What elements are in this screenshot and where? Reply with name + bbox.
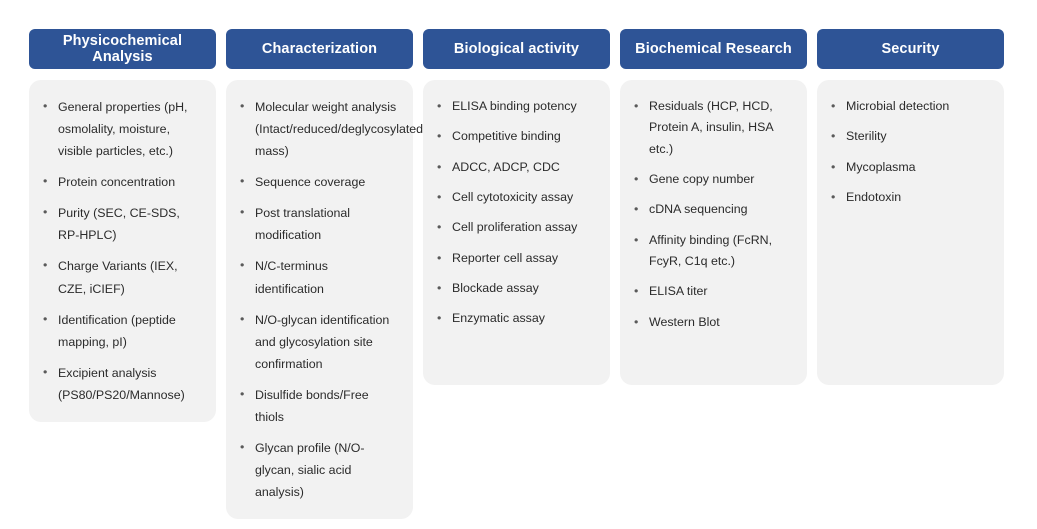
column-header-biochemical-research: Biochemical Research: [620, 29, 807, 69]
list-item: [41, 171, 202, 193]
bullet-icon: •: [634, 314, 639, 329]
list-item: [632, 169, 793, 190]
bullet-icon: •: [437, 250, 442, 265]
column-biochemical-research: [620, 29, 807, 385]
bullet-icon: •: [240, 205, 245, 220]
list-item-label: Microbial detection: [846, 99, 950, 113]
list-item: [632, 312, 793, 333]
bullet-icon: •: [240, 174, 245, 189]
list-item: [435, 217, 596, 238]
list-item-label: Glycan profile (N/O-glycan, sialic acid analysis): [255, 441, 365, 500]
list-item: [238, 96, 424, 162]
bullet-icon: •: [43, 311, 48, 326]
bullet-icon: •: [634, 202, 639, 217]
bullet-icon: •: [240, 99, 245, 113]
column-body-physicochemical-analysis: [29, 80, 216, 422]
bullet-icon: •: [634, 99, 639, 113]
list-item: [632, 230, 793, 273]
list-item-label: Sterility: [846, 129, 887, 144]
list-item-label: ADCC, ADCP, CDC: [452, 159, 560, 174]
bullet-icon: •: [240, 440, 245, 455]
bullet-icon: •: [437, 99, 442, 113]
list-item-label: ELISA binding potency: [452, 99, 577, 113]
column-body-biochemical-research: [620, 80, 807, 385]
column-header-characterization: Characterization: [226, 29, 413, 69]
list-item: [435, 187, 596, 208]
list-item-label: General properties (pH, osmolality, moisture, visible particles, etc.): [58, 100, 188, 159]
list-item-label: Purity (SEC, CE-SDS, RP-HPLC): [58, 206, 180, 243]
list-item: [238, 255, 399, 299]
bullet-icon: •: [240, 386, 245, 401]
list-item-label: ELISA titer: [649, 284, 708, 299]
bullet-icon: •: [831, 159, 836, 174]
bullet-icon: •: [240, 258, 245, 273]
list-item: [435, 96, 596, 117]
list-item: [41, 255, 202, 299]
list-item: [632, 96, 793, 160]
list-item-label: Affinity binding (FcRN, FcyR, C1q etc.): [649, 232, 773, 268]
bullet-icon: •: [437, 220, 442, 235]
bullet-icon: •: [634, 284, 639, 299]
list-item-label: Western Blot: [649, 314, 720, 329]
list-item: [41, 202, 202, 246]
list-item-label: Reporter cell assay: [452, 250, 559, 265]
list-item: [41, 362, 202, 406]
bullet-icon: •: [43, 99, 48, 113]
list-item-label: Residuals (HCP, HCD, Protein A, insulin, HSA etc.): [649, 99, 773, 156]
bullet-icon: •: [437, 280, 442, 295]
bullet-icon: •: [43, 364, 48, 379]
list-item-label: Cell proliferation assay: [452, 220, 578, 235]
list-item-label: Cell cytotoxicity assay: [452, 189, 574, 204]
column-security: [817, 29, 1004, 385]
bullet-icon: •: [43, 258, 48, 273]
list-item-label: Excipient analysis (PS80/PS20/Mannose): [58, 365, 185, 402]
list-item: [238, 437, 399, 503]
column-characterization: [226, 29, 424, 519]
list-item-label: Disulfide bonds/Free thiols: [255, 387, 369, 424]
list-item: [435, 278, 596, 299]
column-physicochemical-analysis: [29, 29, 216, 422]
list-item: [829, 187, 990, 208]
item-list-characterization: [238, 96, 424, 503]
list-item: [632, 281, 793, 302]
list-item: [829, 126, 990, 147]
column-header-physicochemical-analysis: Physicochemical Analysis: [29, 29, 216, 69]
column-biological-activity: [423, 29, 610, 385]
item-list-biological-activity: [435, 96, 596, 330]
bullet-icon: •: [437, 311, 442, 326]
list-item-label: Molecular weight analysis (Intact/reduced/deglycosylated mass): [255, 100, 424, 159]
list-item-label: cDNA sequencing: [649, 202, 748, 217]
bullet-icon: •: [634, 171, 639, 186]
category-columns: [29, 29, 1004, 519]
list-item: [238, 202, 399, 246]
column-body-characterization: [226, 80, 424, 519]
column-header-biological-activity: Biological activity: [423, 29, 610, 69]
list-item: [435, 248, 596, 269]
item-list-physicochemical-analysis: [41, 96, 202, 406]
list-item-label: Post translational modification: [255, 206, 351, 243]
list-item-label: N/O-glycan identification and glycosylation site confirmation: [255, 312, 390, 371]
list-item-label: N/C-terminus identification: [255, 259, 328, 296]
list-item-label: Identification (peptide mapping, pI): [58, 312, 176, 349]
column-body-biological-activity: [423, 80, 610, 385]
list-item: [41, 96, 202, 162]
column-header-security: Security: [817, 29, 1004, 69]
list-item-label: Mycoplasma: [846, 159, 916, 174]
list-item-label: Gene copy number: [649, 171, 755, 186]
list-item: [435, 157, 596, 178]
bullet-icon: •: [43, 205, 48, 220]
bullet-icon: •: [437, 189, 442, 204]
bullet-icon: •: [831, 129, 836, 144]
column-body-security: [817, 80, 1004, 385]
list-item-label: Protein concentration: [58, 175, 176, 190]
bullet-icon: •: [437, 159, 442, 174]
list-item-label: Blockade assay: [452, 280, 539, 295]
bullet-icon: •: [831, 99, 836, 113]
list-item-label: Endotoxin: [846, 189, 902, 204]
bullet-icon: •: [437, 129, 442, 144]
list-item-label: Competitive binding: [452, 129, 561, 144]
list-item: [238, 384, 399, 428]
list-item: [632, 199, 793, 220]
bullet-icon: •: [43, 174, 48, 189]
list-item: [829, 96, 990, 117]
list-item: [435, 308, 596, 329]
item-list-biochemical-research: [632, 96, 793, 333]
list-item: [238, 309, 399, 375]
item-list-security: [829, 96, 990, 208]
list-item-label: Sequence coverage: [255, 175, 366, 190]
bullet-icon: •: [240, 311, 245, 326]
list-item-label: Enzymatic assay: [452, 311, 545, 326]
list-item: [829, 157, 990, 178]
bullet-icon: •: [634, 232, 639, 247]
bullet-icon: •: [831, 189, 836, 204]
list-item: [41, 309, 202, 353]
list-item: [435, 126, 596, 147]
list-item-label: Charge Variants (IEX, CZE, iCIEF): [58, 259, 178, 296]
list-item: [238, 171, 399, 193]
